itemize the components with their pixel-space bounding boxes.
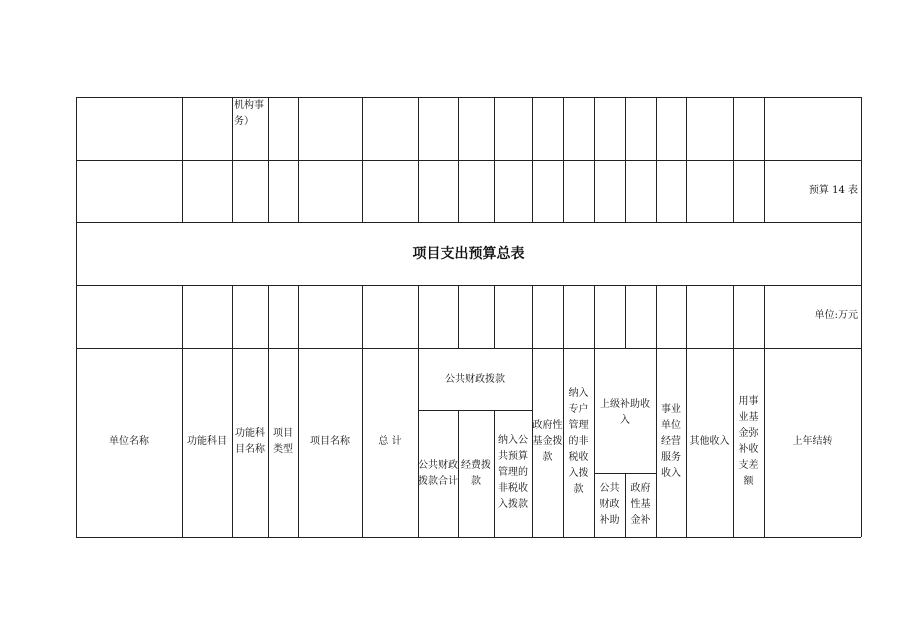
rule-public-finance	[418, 410, 532, 411]
header-carryover: 上年结转	[792, 436, 833, 447]
col-line	[764, 97, 765, 222]
header-unit-name: 单位名称	[109, 436, 149, 447]
col-line	[458, 97, 459, 222]
col-line	[686, 285, 687, 537]
col-line	[298, 97, 299, 222]
rule-bottom	[76, 537, 861, 538]
col-line	[656, 97, 657, 222]
header-business-income: 事业 单位 经营 服务 收入	[661, 404, 681, 479]
col-line	[733, 97, 734, 222]
col-line	[182, 285, 183, 537]
header-superior-subsidy: 上级补助收 入	[600, 399, 650, 426]
header-public-subsidy: 公共 财政 补助	[599, 483, 620, 526]
rule-4	[76, 285, 861, 286]
col-line	[458, 285, 459, 348]
col-line	[686, 97, 687, 222]
col-line	[268, 97, 269, 222]
table-number: 预算 14 表	[808, 185, 858, 196]
col-line	[362, 285, 363, 537]
header-project-name: 项目名称	[310, 436, 350, 447]
header-fund-offset: 用事 业基 金弥 补收 支差 额	[738, 396, 759, 487]
header-func-subject-name: 功能科 目名称	[235, 428, 265, 455]
header-other-income: 其他收入	[689, 436, 730, 447]
col-line	[625, 97, 626, 222]
col-line	[625, 285, 626, 348]
rule-5	[76, 348, 861, 349]
col-line	[418, 285, 419, 537]
header-special-nontax: 纳入 专户 管理 的非 税收 入拨 款	[568, 388, 589, 495]
header-total: 总 计	[378, 436, 402, 447]
border-right	[861, 97, 862, 537]
header-project-type: 项目 类型	[273, 428, 293, 455]
col-line	[362, 97, 363, 222]
header-gov-fund-subsidy: 政府 性基 金补	[630, 483, 651, 526]
header-funds: 经费拨 款	[461, 460, 491, 487]
header-func-subject: 功能科目	[187, 436, 227, 447]
col-line	[532, 97, 533, 222]
header-gov-fund: 政府性 基金拨 款	[532, 420, 563, 463]
col-line	[182, 97, 183, 222]
rule-2	[76, 160, 861, 161]
header-incl-budget-nontax: 纳入公 共预算 管理的 非税收 入拨款	[498, 435, 528, 510]
col-line	[268, 285, 269, 537]
page-title: 项目支出预算总表	[412, 246, 525, 262]
col-line	[494, 97, 495, 222]
unit-label: 单位:万元	[814, 310, 858, 321]
fragment-text: 机构事 务）	[234, 100, 264, 127]
col-line	[563, 97, 564, 222]
rule-top	[76, 97, 861, 98]
col-line	[594, 97, 595, 222]
col-line	[232, 97, 233, 222]
rule-3	[76, 222, 861, 223]
header-public-finance-total: 公共财政 拨款合计	[418, 460, 458, 487]
col-line	[232, 285, 233, 537]
col-line	[494, 285, 495, 348]
border-left	[76, 97, 77, 537]
col-line	[418, 97, 419, 222]
col-line	[532, 285, 533, 537]
col-line	[298, 285, 299, 537]
header-public-finance: 公共财政拨款	[445, 374, 505, 385]
